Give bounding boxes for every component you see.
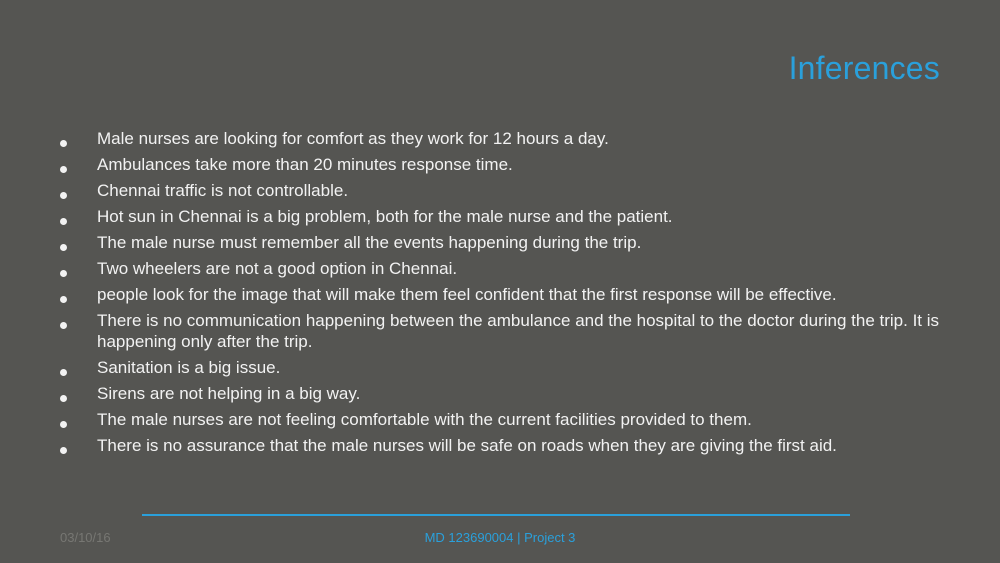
- bullet-item: [60, 310, 940, 352]
- bullet-text: There is no communication happening between the ambulance and the hospital to the doctor during the trip. It is happening only after the trip.: [97, 311, 940, 351]
- bullet-item: [60, 357, 940, 378]
- bullet-text: Sanitation is a big issue.: [97, 358, 281, 377]
- bullet-icon: [60, 395, 67, 402]
- bullet-item: [60, 284, 940, 305]
- bullet-icon: [60, 369, 67, 376]
- bullet-item: [60, 383, 940, 404]
- bullet-item: [60, 154, 940, 175]
- bullet-text: people look for the image that will make them feel confident that the first response will be effective.: [97, 285, 837, 304]
- bullet-icon: [60, 218, 67, 225]
- bullet-icon: [60, 192, 67, 199]
- bullet-text: The male nurse must remember all the events happening during the trip.: [97, 233, 642, 252]
- bullet-item: [60, 258, 940, 279]
- bullet-text: The male nurses are not feeling comfortable with the current facilities provided to them.: [97, 410, 752, 429]
- bullet-item: [60, 435, 940, 456]
- footer-date: 03/10/16: [60, 530, 111, 545]
- bullet-item: [60, 409, 940, 430]
- slide-title: Inferences: [788, 50, 940, 86]
- bullet-item: [60, 232, 940, 253]
- bullet-text: Sirens are not helping in a big way.: [97, 384, 361, 403]
- bullet-text: Male nurses are looking for comfort as they work for 12 hours a day.: [97, 129, 609, 148]
- bullet-list: [60, 128, 940, 461]
- bullet-icon: [60, 296, 67, 303]
- bullet-item: [60, 180, 940, 201]
- bullet-icon: [60, 322, 67, 329]
- footer-project-label: MD 123690004 | Project 3: [424, 530, 576, 545]
- bullet-text: There is no assurance that the male nurses will be safe on roads when they are giving the first aid.: [97, 436, 837, 455]
- bullet-text: Chennai traffic is not controllable.: [97, 181, 349, 200]
- bullet-icon: [60, 270, 67, 277]
- footer-divider: [142, 514, 850, 516]
- bullet-icon: [60, 140, 67, 147]
- bullet-icon: [60, 421, 67, 428]
- bullet-text: Two wheelers are not a good option in Chennai.: [97, 259, 458, 278]
- bullet-text: Ambulances take more than 20 minutes response time.: [97, 155, 513, 174]
- bullet-icon: [60, 166, 67, 173]
- bullet-text: Hot sun in Chennai is a big problem, both for the male nurse and the patient.: [97, 207, 673, 226]
- bullet-icon: [60, 447, 67, 454]
- bullet-item: [60, 206, 940, 227]
- bullet-item: [60, 128, 940, 149]
- bullet-icon: [60, 244, 67, 251]
